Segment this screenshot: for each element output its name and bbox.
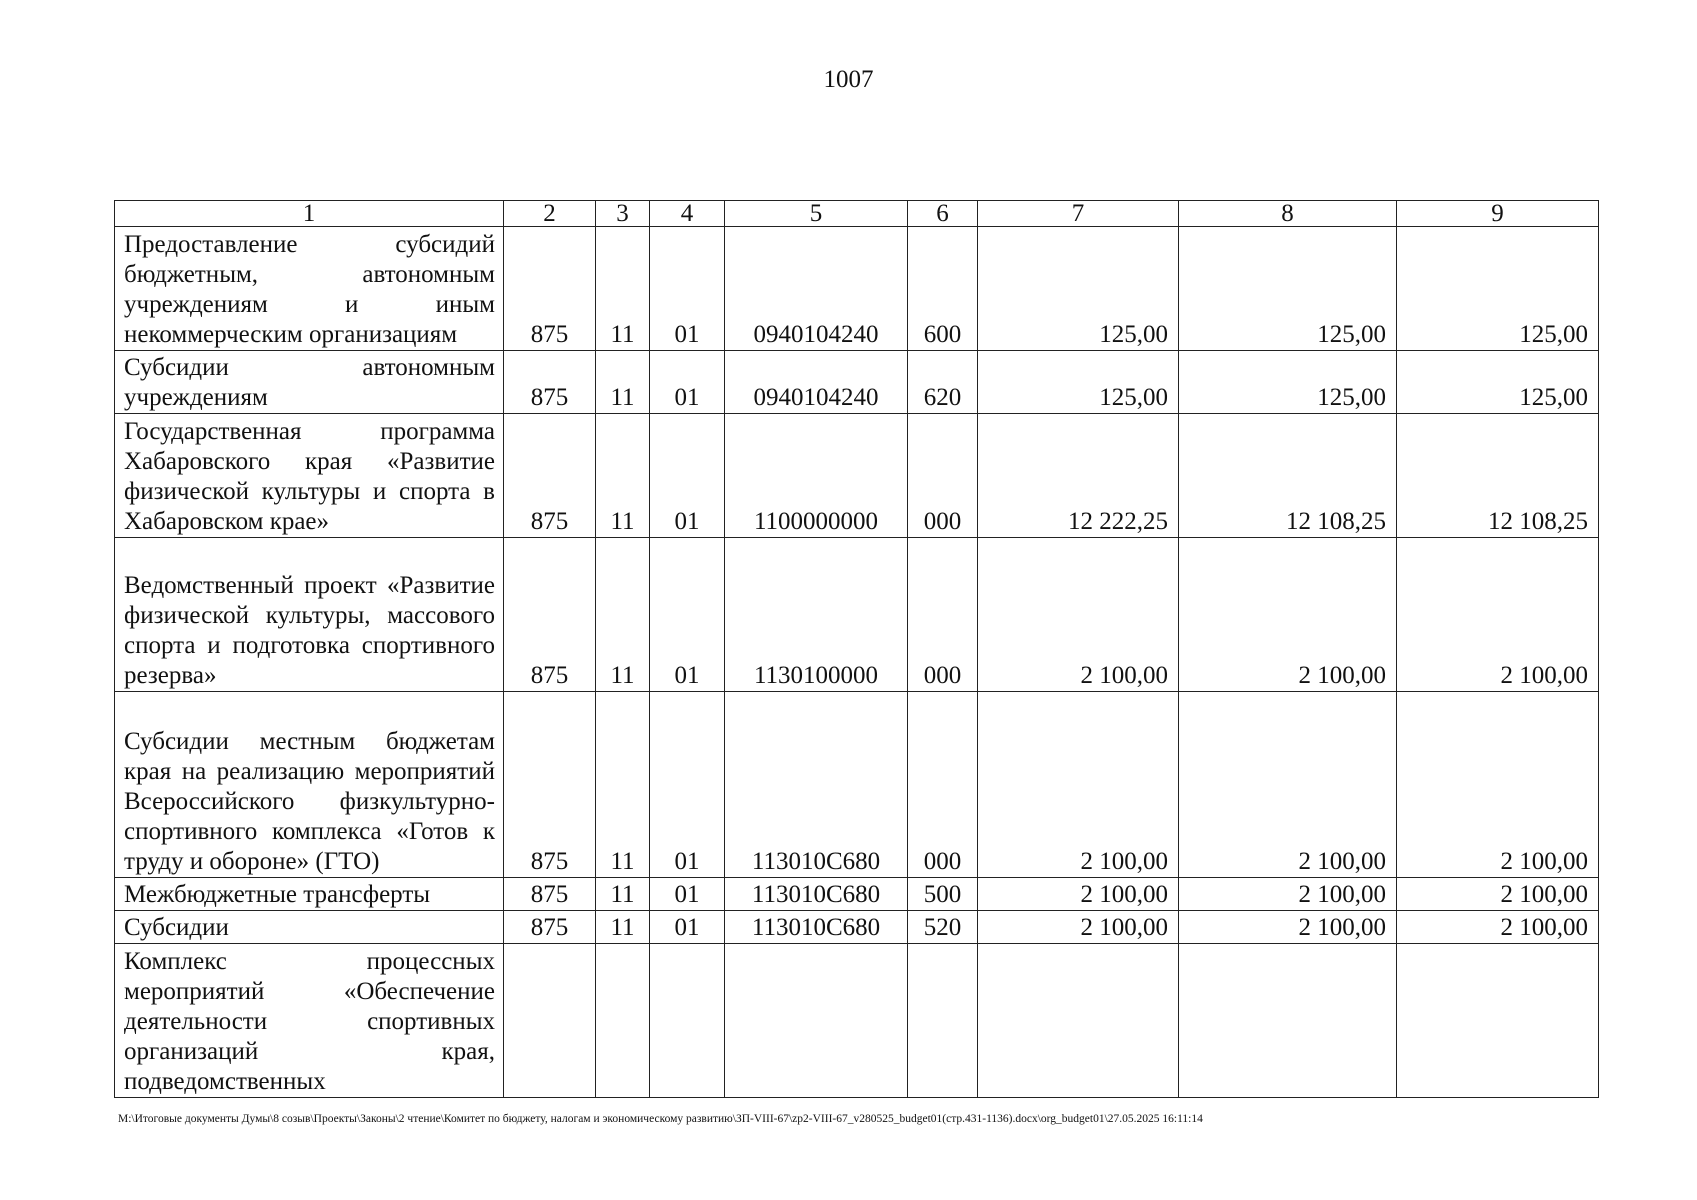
header-cell-7: 7 bbox=[978, 201, 1179, 227]
cell-target-article: 113010С680 bbox=[725, 911, 908, 944]
cell-amount-8: 12 108,25 bbox=[1179, 414, 1397, 538]
cell-section-code bbox=[596, 944, 650, 1098]
cell-amount-7: 2 100,00 bbox=[978, 878, 1179, 911]
row-name: Комплекс процессных мероприятий «Обеспечение деятельности спортивных организаций края, подведомственных bbox=[115, 944, 504, 1098]
cell-subsection-code: 01 bbox=[650, 911, 725, 944]
cell-subsection-code bbox=[650, 944, 725, 1098]
table-row bbox=[115, 227, 1599, 351]
cell-amount-8: 125,00 bbox=[1179, 227, 1397, 351]
cell-amount-7: 2 100,00 bbox=[978, 911, 1179, 944]
page-number: 1007 bbox=[823, 66, 874, 93]
budget-table bbox=[114, 200, 1599, 1098]
cell-expense-type: 000 bbox=[908, 538, 978, 692]
row-name: Ведомственный проект «Развитие физической культуры, массового спорта и подготовка спортивного резерва» bbox=[115, 538, 504, 692]
cell-amount-7: 12 222,25 bbox=[978, 414, 1179, 538]
cell-amount-8: 2 100,00 bbox=[1179, 878, 1397, 911]
cell-amount-8: 125,00 bbox=[1179, 351, 1397, 414]
row-name: Предоставление субсидий бюджетным, автономным учреждениям и иным некоммерческим организациям bbox=[115, 227, 504, 351]
header-cell-4: 4 bbox=[650, 201, 725, 227]
header-row bbox=[115, 201, 1599, 227]
cell-expense-type: 500 bbox=[908, 878, 978, 911]
header-cell-8: 8 bbox=[1179, 201, 1397, 227]
cell-section-code: 11 bbox=[596, 692, 650, 878]
row-name: Межбюджетные трансферты bbox=[115, 878, 504, 911]
cell-amount-8: 2 100,00 bbox=[1179, 538, 1397, 692]
cell-amount-9: 12 108,25 bbox=[1397, 414, 1599, 538]
table-row bbox=[115, 911, 1599, 944]
cell-section-code: 11 bbox=[596, 538, 650, 692]
cell-ministry-code bbox=[504, 944, 596, 1098]
cell-ministry-code: 875 bbox=[504, 351, 596, 414]
cell-expense-type: 520 bbox=[908, 911, 978, 944]
header-cell-2: 2 bbox=[504, 201, 596, 227]
cell-target-article: 113010С680 bbox=[725, 692, 908, 878]
cell-amount-9: 125,00 bbox=[1397, 351, 1599, 414]
table-row bbox=[115, 351, 1599, 414]
cell-amount-9 bbox=[1397, 944, 1599, 1098]
table-row bbox=[115, 414, 1599, 538]
cell-section-code: 11 bbox=[596, 227, 650, 351]
table-row bbox=[115, 944, 1599, 1098]
header-cell-1: 1 bbox=[115, 201, 504, 227]
cell-ministry-code: 875 bbox=[504, 911, 596, 944]
cell-section-code: 11 bbox=[596, 414, 650, 538]
cell-subsection-code: 01 bbox=[650, 878, 725, 911]
header-cell-6: 6 bbox=[908, 201, 978, 227]
cell-amount-9: 2 100,00 bbox=[1397, 692, 1599, 878]
cell-ministry-code: 875 bbox=[504, 692, 596, 878]
cell-target-article: 1130100000 bbox=[725, 538, 908, 692]
cell-subsection-code: 01 bbox=[650, 351, 725, 414]
cell-ministry-code: 875 bbox=[504, 414, 596, 538]
row-name: Субсидии bbox=[115, 911, 504, 944]
table-row bbox=[115, 538, 1599, 692]
cell-subsection-code: 01 bbox=[650, 227, 725, 351]
cell-ministry-code: 875 bbox=[504, 227, 596, 351]
row-name: Субсидии автономным учреждениям bbox=[115, 351, 504, 414]
cell-amount-9: 125,00 bbox=[1397, 227, 1599, 351]
table-row bbox=[115, 692, 1599, 878]
cell-amount-9: 2 100,00 bbox=[1397, 538, 1599, 692]
cell-amount-7: 2 100,00 bbox=[978, 692, 1179, 878]
cell-subsection-code: 01 bbox=[650, 414, 725, 538]
cell-subsection-code: 01 bbox=[650, 538, 725, 692]
row-name: Государственная программа Хабаровского края «Развитие физической культуры и спорта в Хабаровском крае» bbox=[115, 414, 504, 538]
cell-expense-type: 000 bbox=[908, 692, 978, 878]
cell-expense-type: 600 bbox=[908, 227, 978, 351]
header-cell-9: 9 bbox=[1397, 201, 1599, 227]
cell-amount-9: 2 100,00 bbox=[1397, 911, 1599, 944]
cell-section-code: 11 bbox=[596, 911, 650, 944]
cell-expense-type bbox=[908, 944, 978, 1098]
cell-ministry-code: 875 bbox=[504, 538, 596, 692]
cell-ministry-code: 875 bbox=[504, 878, 596, 911]
row-name: Субсидии местным бюджетам края на реализацию мероприятий Всероссийского физкультурно-спортивного комплекса «Готов к труду и обороне» (ГТО) bbox=[115, 692, 504, 878]
cell-target-article: 113010С680 bbox=[725, 878, 908, 911]
cell-amount-8: 2 100,00 bbox=[1179, 911, 1397, 944]
cell-amount-7: 125,00 bbox=[978, 351, 1179, 414]
cell-target-article bbox=[725, 944, 908, 1098]
cell-amount-7: 125,00 bbox=[978, 227, 1179, 351]
cell-amount-8 bbox=[1179, 944, 1397, 1098]
cell-amount-8: 2 100,00 bbox=[1179, 692, 1397, 878]
cell-target-article: 0940104240 bbox=[725, 351, 908, 414]
header-cell-5: 5 bbox=[725, 201, 908, 227]
header-cell-3: 3 bbox=[596, 201, 650, 227]
cell-target-article: 1100000000 bbox=[725, 414, 908, 538]
cell-amount-7: 2 100,00 bbox=[978, 538, 1179, 692]
cell-subsection-code: 01 bbox=[650, 692, 725, 878]
cell-amount-7 bbox=[978, 944, 1179, 1098]
table-row bbox=[115, 878, 1599, 911]
cell-amount-9: 2 100,00 bbox=[1397, 878, 1599, 911]
cell-expense-type: 620 bbox=[908, 351, 978, 414]
cell-target-article: 0940104240 bbox=[725, 227, 908, 351]
footer-file-path: M:\Итоговые документы Думы\8 созыв\Проекты\Законы\2 чтение\Комитет по бюджету, налогам и экономическому развитию\ЗП-VIII-67\zp2-VIII-67_v280525_budget01(стр.431-1136).docx\org_budget01\27.05.2025 16:11:14 bbox=[118, 1113, 1203, 1125]
cell-expense-type: 000 bbox=[908, 414, 978, 538]
cell-section-code: 11 bbox=[596, 351, 650, 414]
cell-section-code: 11 bbox=[596, 878, 650, 911]
